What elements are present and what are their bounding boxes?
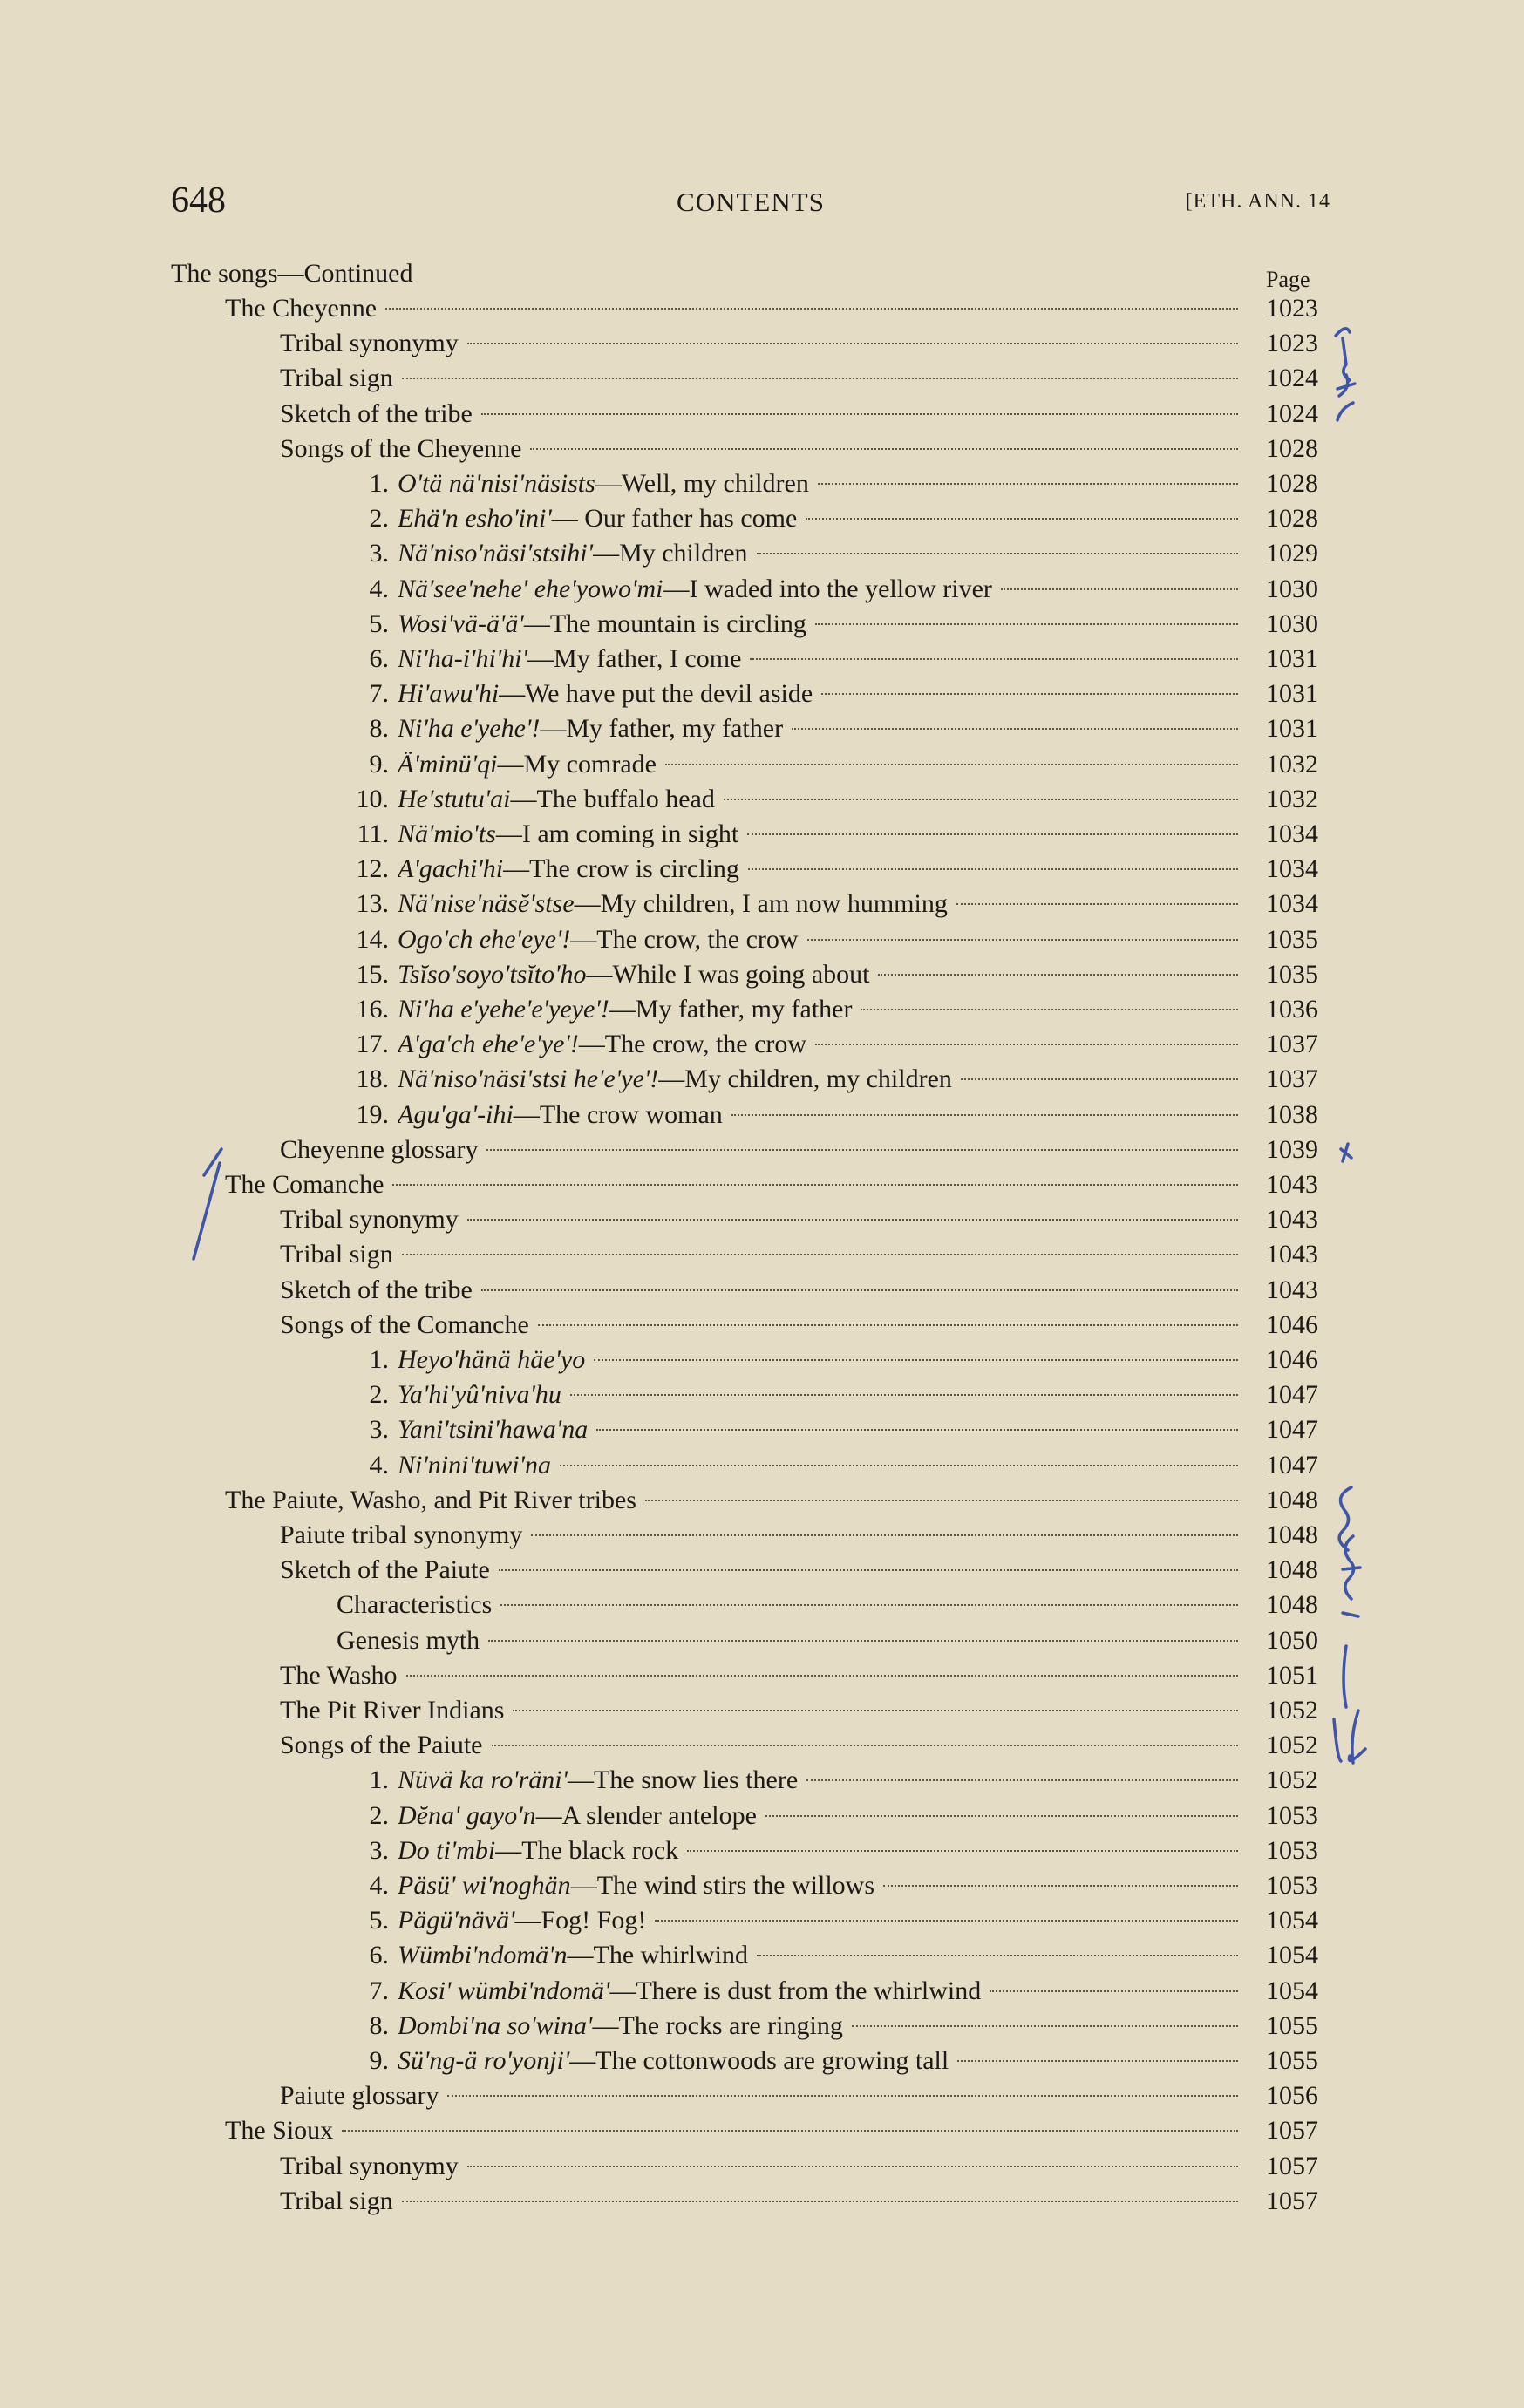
entry-title-text: Sketch of the tribe bbox=[280, 1275, 473, 1304]
entry-title-text: —The snow lies there bbox=[568, 1765, 799, 1795]
entry-number: 15. bbox=[356, 959, 389, 989]
entry-title-text: The Cheyenne bbox=[225, 294, 378, 323]
entry-page: 1047 bbox=[1266, 1380, 1318, 1410]
entry-page: 1048 bbox=[1266, 1485, 1318, 1514]
entry-page: 1028 bbox=[1266, 433, 1318, 463]
entry-number: 17. bbox=[356, 1030, 389, 1059]
entry-page: 1023 bbox=[1266, 329, 1318, 358]
entry-page: 1030 bbox=[1266, 574, 1318, 603]
entry-title-text: The Pit River Indians bbox=[280, 1696, 505, 1724]
entry-number: 9. bbox=[369, 749, 389, 779]
entry-native-title: Kosi' wümbi'ndomä' bbox=[398, 1976, 610, 2005]
entry-page: 1055 bbox=[1266, 2010, 1318, 2040]
entry-title-text: —My children bbox=[593, 539, 748, 568]
entry-page: 1035 bbox=[1266, 924, 1318, 954]
entry-page: 1052 bbox=[1266, 1765, 1318, 1795]
entry-title-text: —The crow, the crow bbox=[578, 1030, 807, 1059]
entry-title-text: —The cottonwoods are growing tall bbox=[569, 2046, 949, 2075]
entry-title-text: —My children, I am now humming bbox=[574, 889, 948, 919]
entry-title-text: Songs of the Comanche bbox=[280, 1309, 529, 1339]
entry-title-text: Sketch of the Paiute bbox=[280, 1555, 490, 1585]
entry-page: 1051 bbox=[1266, 1660, 1318, 1690]
entry-page: 1043 bbox=[1266, 1205, 1318, 1235]
entry-page: 1039 bbox=[1266, 1134, 1318, 1164]
entry-number: 1. bbox=[369, 1345, 389, 1374]
entry-page: 1034 bbox=[1266, 854, 1318, 884]
entry-native-title: Ehä'n esho'ini' bbox=[398, 504, 552, 534]
entry-native-title: Ni'nini'tuwi'na bbox=[398, 1450, 551, 1479]
entry-native-title: Tsĭso'soyo'tsĭto'ho bbox=[398, 959, 587, 989]
entry-page: 1054 bbox=[1266, 1906, 1318, 1935]
entry-native-title: A'ga'ch ehe'e'ye'! bbox=[398, 1030, 579, 1059]
entry-number: 14. bbox=[356, 924, 389, 954]
entry-page: 1023 bbox=[1266, 294, 1318, 323]
entry-number: 10. bbox=[356, 784, 389, 813]
entry-page: 1028 bbox=[1266, 469, 1318, 498]
entry-page: 1034 bbox=[1266, 820, 1318, 848]
entry-title-text: —The black rock bbox=[495, 1835, 679, 1865]
entry-number: 2. bbox=[369, 1380, 389, 1410]
entry-title-text: —Fog! Fog! bbox=[514, 1906, 647, 1935]
entry-number: 13. bbox=[356, 889, 389, 919]
entry-native-title: Hi'awu'hi bbox=[398, 679, 500, 709]
entry-number: 2. bbox=[369, 504, 389, 534]
entry-page: 1046 bbox=[1266, 1345, 1318, 1374]
entry-title-text: Paiute tribal synonymy bbox=[280, 1520, 523, 1549]
page-column-label: Page bbox=[1266, 267, 1310, 292]
entry-title-text: —I am coming in sight bbox=[495, 820, 739, 848]
entry-native-title: Nä'nise'näsĕ'stse bbox=[398, 889, 575, 919]
entry-native-title: Päsü' wi'noghän bbox=[398, 1871, 571, 1900]
entry-title-text: Tribal synonymy bbox=[280, 1205, 459, 1235]
entry-title-text: —My comrade bbox=[497, 749, 657, 779]
series-tag: [ETH. ANN. 14 bbox=[1185, 190, 1330, 213]
entry-page: 1050 bbox=[1266, 1625, 1318, 1655]
entry-page: 1054 bbox=[1266, 1976, 1318, 2005]
entry-title-text: Cheyenne glossary bbox=[280, 1134, 479, 1164]
entry-page: 1034 bbox=[1266, 889, 1318, 919]
entry-native-title: A'gachi'hi bbox=[398, 854, 504, 884]
entry-number: 3. bbox=[369, 1415, 389, 1445]
entry-page: 1028 bbox=[1266, 504, 1318, 534]
entry-native-title: Nä'mio'ts bbox=[398, 820, 496, 848]
entry-native-title: Ni'ha e'yehe'e'yeye'! bbox=[398, 995, 609, 1024]
entry-page: 1038 bbox=[1266, 1099, 1318, 1129]
entry-native-title: He'stutu'ai bbox=[398, 784, 511, 813]
entry-page: 1029 bbox=[1266, 539, 1318, 568]
entry-title-text: Tribal synonymy bbox=[280, 2151, 459, 2180]
entry-native-title: Ni'ha-i'hi'hi' bbox=[398, 644, 528, 673]
entry-title-text: Genesis myth bbox=[337, 1625, 480, 1655]
entry-number: 4. bbox=[369, 1871, 389, 1900]
entry-number: 19. bbox=[356, 1099, 389, 1129]
entry-native-title: Ogo'ch ehe'eye'! bbox=[398, 924, 571, 954]
entry-page: 1048 bbox=[1266, 1520, 1318, 1549]
entry-number: 16. bbox=[356, 995, 389, 1024]
entry-title-text: Sketch of the tribe bbox=[280, 398, 473, 428]
entry-page: 1053 bbox=[1266, 1835, 1318, 1865]
entry-number: 3. bbox=[369, 1835, 389, 1865]
entry-title-text: —The crow is circling bbox=[503, 854, 739, 884]
entry-title-text: Tribal sign bbox=[280, 364, 393, 393]
entry-page: 1048 bbox=[1266, 1590, 1318, 1620]
entry-page: 1047 bbox=[1266, 1450, 1318, 1479]
entry-native-title: Agu'ga'-ihi bbox=[398, 1099, 514, 1129]
entry-title-text: —A slender antelope bbox=[535, 1800, 757, 1830]
entry-page: 1056 bbox=[1266, 2081, 1318, 2111]
entry-page: 1057 bbox=[1266, 2151, 1318, 2180]
entry-title-text: —The wind stirs the willows bbox=[570, 1871, 874, 1900]
entry-title-text: — Our father has come bbox=[551, 504, 798, 534]
running-title: CONTENTS bbox=[677, 187, 825, 217]
entry-native-title: Nä'niso'näsi'stsihi' bbox=[398, 539, 594, 568]
entry-page: 1043 bbox=[1266, 1240, 1318, 1269]
entry-page: 1030 bbox=[1266, 609, 1318, 638]
entry-title-text: —I waded into the yellow river bbox=[663, 574, 992, 603]
entry-number: 4. bbox=[369, 574, 389, 603]
entry-native-title: Nüvä ka ro'räni' bbox=[398, 1765, 568, 1795]
entry-number: 18. bbox=[356, 1065, 389, 1094]
entry-page: 1032 bbox=[1266, 784, 1318, 813]
entry-title-text: Tribal sign bbox=[280, 2186, 393, 2215]
entry-page: 1024 bbox=[1266, 364, 1318, 393]
entry-number: 5. bbox=[369, 609, 389, 638]
entry-title-text: —My children, my children bbox=[658, 1065, 952, 1094]
entry-number: 1. bbox=[369, 469, 389, 498]
entry-page: 1047 bbox=[1266, 1415, 1318, 1445]
entry-title-text: —The buffalo head bbox=[510, 784, 715, 813]
entry-number: 8. bbox=[369, 714, 389, 744]
entry-title-text: —We have put the devil aside bbox=[499, 679, 813, 709]
entry-page: 1046 bbox=[1266, 1309, 1318, 1339]
entry-title-text: —My father, my father bbox=[540, 714, 784, 744]
entry-page: 1057 bbox=[1266, 2116, 1318, 2146]
entry-title-text: —Well, my children bbox=[595, 469, 809, 498]
entry-page: 1037 bbox=[1266, 1030, 1318, 1059]
entry-title-text: Paiute glossary bbox=[280, 2081, 439, 2111]
entry-title-text: Characteristics bbox=[337, 1590, 493, 1620]
entry-title-text: The Sioux bbox=[225, 2116, 334, 2146]
entry-page: 1053 bbox=[1266, 1800, 1318, 1830]
entry-title-text: Songs of the Cheyenne bbox=[280, 433, 522, 463]
entry-number: 7. bbox=[369, 1976, 389, 2005]
entry-title-text: —The crow, the crow bbox=[570, 924, 799, 954]
entry-title-text: The Comanche bbox=[225, 1170, 384, 1199]
entry-page: 1052 bbox=[1266, 1731, 1318, 1760]
entry-number: 9. bbox=[369, 2046, 389, 2075]
entry-native-title: Ya'hi'yû'niva'hu bbox=[398, 1380, 561, 1410]
entry-title-text: Tribal sign bbox=[280, 1240, 393, 1269]
entry-native-title: Dombi'na so'wina' bbox=[398, 2010, 593, 2040]
entry-native-title: Nä'niso'näsi'stsi he'e'ye'! bbox=[398, 1065, 659, 1094]
entry-title-text: —The crow woman bbox=[513, 1099, 723, 1129]
entry-title-text: Songs of the Paiute bbox=[280, 1731, 483, 1760]
entry-number: 8. bbox=[369, 2010, 389, 2040]
entry-page: 1031 bbox=[1266, 714, 1318, 744]
entry-title-text: —The rocks are ringing bbox=[592, 2010, 843, 2040]
entry-native-title: O'tä nä'nisi'näsists bbox=[398, 469, 595, 498]
entry-number: 6. bbox=[369, 644, 389, 673]
entry-native-title: Do ti'mbi bbox=[398, 1835, 496, 1865]
entry-title-text: The Washo bbox=[280, 1660, 398, 1690]
entry-title-text: The Paiute, Washo, and Pit River tribes bbox=[225, 1485, 636, 1514]
entry-number: 7. bbox=[369, 679, 389, 709]
entry-page: 1043 bbox=[1266, 1170, 1318, 1199]
entry-page: 1057 bbox=[1266, 2186, 1318, 2215]
entry-page: 1052 bbox=[1266, 1696, 1318, 1724]
entry-page: 1037 bbox=[1266, 1065, 1318, 1094]
entry-page: 1031 bbox=[1266, 679, 1318, 709]
entry-page: 1035 bbox=[1266, 959, 1318, 989]
entry-title-text: —My father, I come bbox=[527, 644, 742, 673]
entry-native-title: Wümbi'ndomä'n bbox=[398, 1941, 568, 1970]
entry-page: 1036 bbox=[1266, 995, 1318, 1024]
entry-number: 5. bbox=[369, 1906, 389, 1935]
entry-native-title: Dĕna' gayo'n bbox=[398, 1800, 536, 1830]
entry-number: 11. bbox=[357, 820, 389, 848]
entry-native-title: Ni'ha e'yehe'! bbox=[398, 714, 541, 744]
entry-page: 1048 bbox=[1266, 1555, 1318, 1585]
entry-title-text: —The whirlwind bbox=[567, 1941, 748, 1970]
entry-native-title: Heyo'hänä häe'yo bbox=[398, 1345, 586, 1374]
entry-title-text: —My father, my father bbox=[609, 995, 853, 1024]
entry-title-text: Tribal synonymy bbox=[280, 329, 459, 358]
entry-title-text: —While I was going about bbox=[586, 959, 870, 989]
entry-title-text: —There is dust from the whirlwind bbox=[609, 1976, 982, 2005]
entry-page: 1024 bbox=[1266, 398, 1318, 428]
entry-page: 1032 bbox=[1266, 749, 1318, 779]
entry-page: 1053 bbox=[1266, 1871, 1318, 1900]
entry-page: 1043 bbox=[1266, 1275, 1318, 1304]
entry-native-title: Sü'ng-ä ro'yonji' bbox=[398, 2046, 570, 2075]
entry-page: 1054 bbox=[1266, 1941, 1318, 1970]
entry-number: 1. bbox=[369, 1765, 389, 1795]
entry-native-title: Pägü'nävä' bbox=[398, 1906, 515, 1935]
page-number: 648 bbox=[171, 180, 226, 221]
entry-native-title: Yani'tsini'hawa'na bbox=[398, 1415, 589, 1445]
entry-number: 12. bbox=[356, 854, 389, 884]
entry-page: 1055 bbox=[1266, 2046, 1318, 2075]
entry-number: 6. bbox=[369, 1941, 389, 1970]
entry-number: 3. bbox=[369, 539, 389, 568]
entry-number: 2. bbox=[369, 1800, 389, 1830]
entry-page: 1031 bbox=[1266, 644, 1318, 673]
section-heading: The songs—Continued bbox=[171, 259, 413, 288]
entry-native-title: Ä'minü'qi bbox=[398, 749, 498, 779]
entry-native-title: Wosi'vä-ä'ä' bbox=[398, 609, 524, 638]
entry-native-title: Nä'see'nehe' ehe'yowo'mi bbox=[398, 574, 663, 603]
entry-number: 4. bbox=[369, 1450, 389, 1479]
entry-title-text: —The mountain is circling bbox=[523, 609, 806, 638]
